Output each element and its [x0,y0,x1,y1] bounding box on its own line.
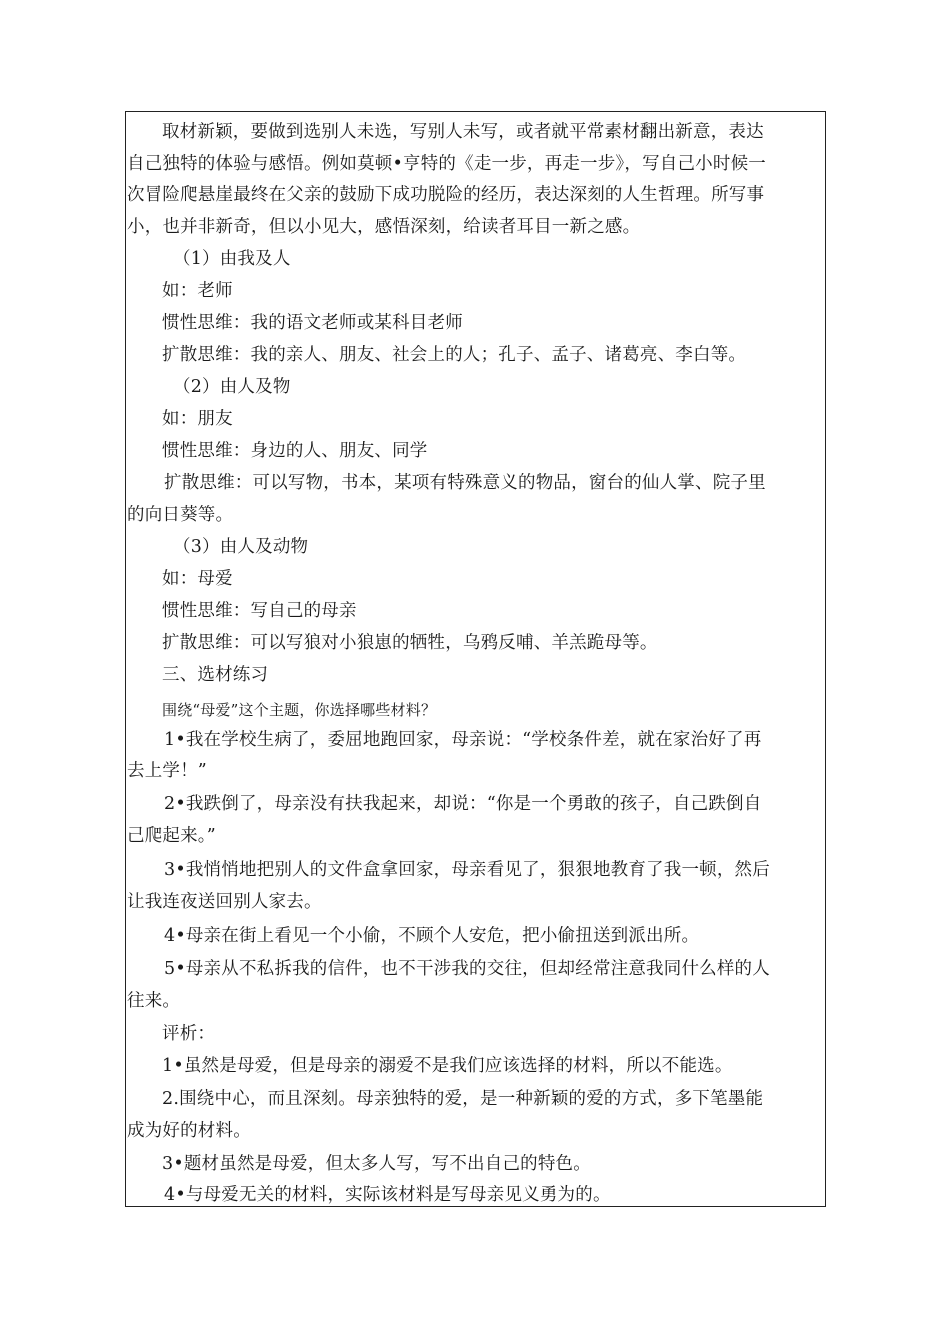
option-line: 2•我跌倒了，母亲没有扶我起来，却说：“你是一个勇敢的孩子，自己跌倒自 [164,794,762,814]
text-line: 惯性思维：写自己的母亲 [162,601,357,621]
text-line: 扩散思维：我的亲人、朋友、社会上的人；孔子、孟子、诸葛亮、李白等。 [162,345,747,365]
text-line: 小，也并非新奇，但以小见大，感悟深刻，给读者耳目一新之感。 [127,217,641,237]
text-line: 自己独特的体验与感悟。例如莫顿•亨特的《走一步，再走一步》，写自己小时候一 [127,154,766,174]
section-heading: 三、选材练习 [162,665,269,685]
text-line: 如：老师 [162,281,233,301]
text-line: 扩散思维：可以写狼对小狼崽的牺牲，乌鸦反哺、羊羔跪母等。 [162,633,658,653]
option-line: 己爬起来。” [127,826,216,846]
text-line: 如：母爱 [162,569,233,589]
analysis-line: 成为好的材料。 [127,1121,251,1141]
option-line: 让我连夜送回别人家去。 [127,892,322,912]
option-line: 1•我在学校生病了，委屈地跑回家，母亲说：“学校条件差，就在家治好了再 [164,730,762,750]
analysis-line: 2.围绕中心，而且深刻。母亲独特的爱，是一种新颖的爱的方式，多下笔墨能 [162,1089,764,1109]
text-line: 次冒险爬悬崖最终在父亲的鼓励下成功脱险的经历，表达深刻的人生哲理。所写事 [127,185,765,205]
question-prompt: 围绕“母爱”这个主题，你选择哪些材料？ [162,701,437,719]
option-line: 往来。 [127,991,181,1011]
text-line: 的向日葵等。 [127,505,234,525]
analysis-line: 4•与母爱无关的材料，实际该材料是写母亲见义勇为的。 [164,1185,611,1205]
section-heading: （2）由人及物 [173,377,291,397]
text-line: 如：朋友 [162,409,233,429]
text-line: 取材新颖，要做到选别人未选，写别人未写，或者就平常素材翻出新意，表达 [162,122,764,142]
section-heading: （3）由人及动物 [173,537,309,557]
text-line: 惯性思维：我的语文老师或某科目老师 [162,313,463,333]
option-line: 3•我悄悄地把别人的文件盒拿回家，母亲看见了，狠狠地教育了我一顿，然后 [164,860,770,880]
option-line: 5•母亲从不私拆我的信件，也不干涉我的交往，但却经常注意我同什么样的人 [164,959,770,979]
text-line: 扩散思维：可以写物，书本，某项有特殊意义的物品，窗台的仙人掌、院子里 [164,473,766,493]
analysis-line: 1•虽然是母爱，但是母亲的溺爱不是我们应该选择的材料，所以不能选。 [162,1056,733,1076]
text-line: 惯性思维：身边的人、朋友、同学 [162,441,428,461]
section-heading: 评析： [162,1024,216,1044]
option-line: 去上学！” [127,761,207,781]
section-heading: （1）由我及人 [173,249,291,269]
analysis-line: 3•题材虽然是母爱，但太多人写，写不出自己的特色。 [162,1154,591,1174]
option-line: 4•母亲在街上看见一个小偷，不顾个人安危，把小偷扭送到派出所。 [164,926,700,946]
